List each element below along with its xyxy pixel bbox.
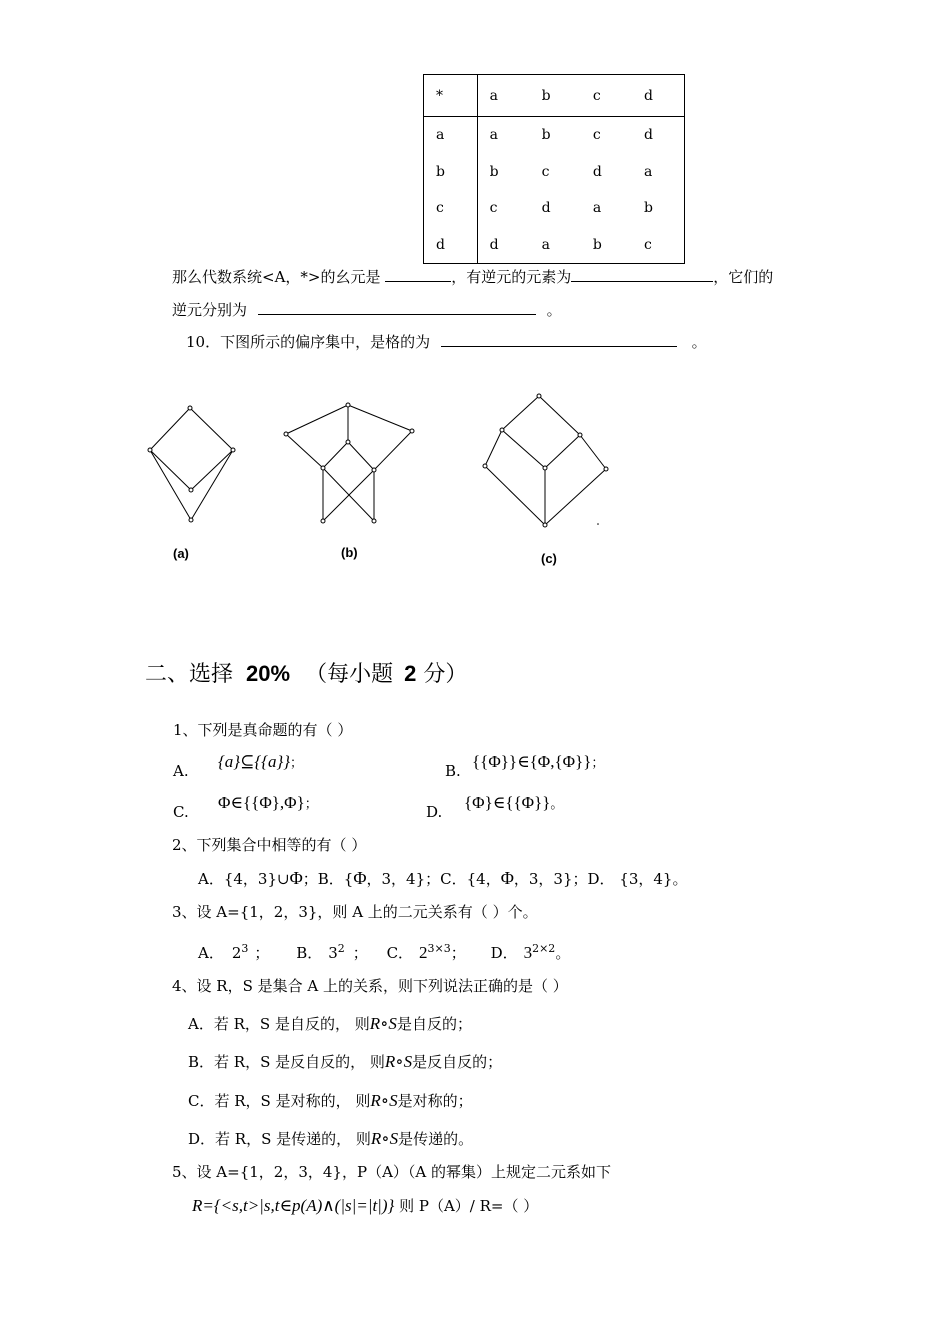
hasse-diagram-c <box>485 396 606 525</box>
q4-option-a: A．若 R，S 是自反的， 则R∘S是自反的； <box>188 1014 472 1033</box>
operation-table <box>423 74 685 264</box>
diagram-label-b: (b) <box>341 545 358 560</box>
section-prefix: 二、选择 <box>145 662 234 687</box>
q4-stem: 4、设 R，S 是集合 A 上的关系，则下列说法正确的是（ ） <box>172 977 568 995</box>
table-cell: a <box>477 75 529 117</box>
table-row <box>424 190 685 226</box>
diagram-label-a: (a) <box>173 546 189 561</box>
table-cell: c <box>489 200 498 217</box>
section-paren-a: （每小题 <box>305 662 394 687</box>
q9-text-c: ，它们的 <box>713 268 774 286</box>
table-cell: c <box>592 127 601 144</box>
q3-stem: 3、设 A={1，2，3}，则 A 上的二元关系有（ ）个。 <box>172 903 538 921</box>
section-heading <box>145 657 467 688</box>
q9-text-b: ，有逆元的元素为 <box>451 268 572 286</box>
q5-relation: R={<s,t>|s,t∈p(A)∧(|s|=|t|)} <box>192 1196 395 1215</box>
table-row <box>424 226 685 263</box>
table-cell: d <box>489 236 499 253</box>
hasse-diagrams <box>140 390 620 535</box>
q4-option-d: D．若 R，S 是传递的， 则R∘S是传递的。 <box>188 1129 474 1148</box>
q5-stem: 5、设 A={1，2，3，4}，P（A）（A 的幂集）上规定二元系如下 <box>172 1163 612 1181</box>
table-row <box>424 154 685 190</box>
q10-line <box>186 331 707 352</box>
diagram-label-c: (c) <box>541 551 557 566</box>
table-cell: b <box>541 127 551 144</box>
q1-option-d-label: D. <box>426 803 443 821</box>
q9-line2 <box>172 299 562 320</box>
section-points: 2 <box>404 661 417 686</box>
q4-option-b: B．若 R，S 是反自反的， 则R∘S是反自反的； <box>188 1052 503 1071</box>
table-cell: c <box>581 75 632 117</box>
q5-expr-line <box>192 1195 538 1216</box>
table-header-row <box>424 75 685 117</box>
table-cell: d <box>541 200 551 217</box>
q2-options: A．{4，3}∪Φ；B．{Φ，3，4}；C．{4，Φ，3，3}；D． {3，4}。 <box>198 868 688 888</box>
table-cell: * <box>424 75 478 117</box>
q2-stem: 2、下列集合中相等的有（ ） <box>172 836 367 854</box>
q10-text: 10．下图所示的偏序集中，是格的为 <box>186 333 431 351</box>
table-cell: a <box>644 163 653 180</box>
q1-option-d-expr: {Φ}∈{{Φ}}。 <box>464 793 564 812</box>
table-cell: b <box>592 236 602 253</box>
table-cell: d <box>424 226 478 263</box>
q1-stem: 1、下列是真命题的有（ ） <box>173 721 353 739</box>
section-paren-b: 分） <box>423 662 468 687</box>
table-cell: b <box>424 154 478 190</box>
table-cell: b <box>530 75 581 117</box>
q5-tail: 则 P（A）/ R=（ ） <box>399 1197 539 1215</box>
table-cell: a <box>424 117 478 154</box>
table-cell: a <box>541 236 550 253</box>
q1-option-a-expr: {a}⊆{{a}}； <box>218 752 304 771</box>
q9-text-a: 那么代数系统<A，*>的幺元是 <box>172 268 381 286</box>
table-cell: d <box>644 127 653 144</box>
table-cell: d <box>592 163 602 180</box>
invertible-elements-blank <box>571 267 713 282</box>
q9-line1 <box>172 266 773 287</box>
q1-option-a-label: A. <box>173 762 189 780</box>
q3-options: A． $2^3$ ； B． $3^2$ ； C． $2^{3\times 3}$； D． $3^{2\times 2}$。 <box>198 942 571 962</box>
q9-end: 。 <box>546 301 562 319</box>
table-cell: b <box>644 200 653 217</box>
table-cell: a <box>592 200 602 217</box>
section-percent: 20% <box>246 661 291 686</box>
q4-option-c: C．若 R，S 是对称的， 则R∘S是对称的； <box>188 1091 473 1110</box>
inverses-blank <box>258 300 536 315</box>
identity-blank <box>385 267 451 282</box>
table-row <box>424 117 685 154</box>
table-cell: c <box>424 190 478 226</box>
table-cell: c <box>644 236 652 253</box>
q1-option-c-label: C. <box>173 803 189 821</box>
table-cell: a <box>489 127 499 144</box>
hasse-diagram-a <box>150 408 233 520</box>
table-cell: c <box>541 163 550 180</box>
lattice-blank <box>441 332 677 347</box>
q9-text-d: 逆元分别为 <box>172 301 248 319</box>
table-cell: d <box>632 75 684 117</box>
q1-option-c-expr: Φ∈{{Φ},Φ}； <box>218 793 318 812</box>
q1-option-b-label: B. <box>445 762 461 780</box>
table-cell: b <box>489 163 499 180</box>
hasse-diagram-b <box>286 405 412 521</box>
q10-end: 。 <box>691 333 707 351</box>
q1-option-b-expr: {{Φ}}∈{Φ,{Φ}}； <box>472 752 605 771</box>
